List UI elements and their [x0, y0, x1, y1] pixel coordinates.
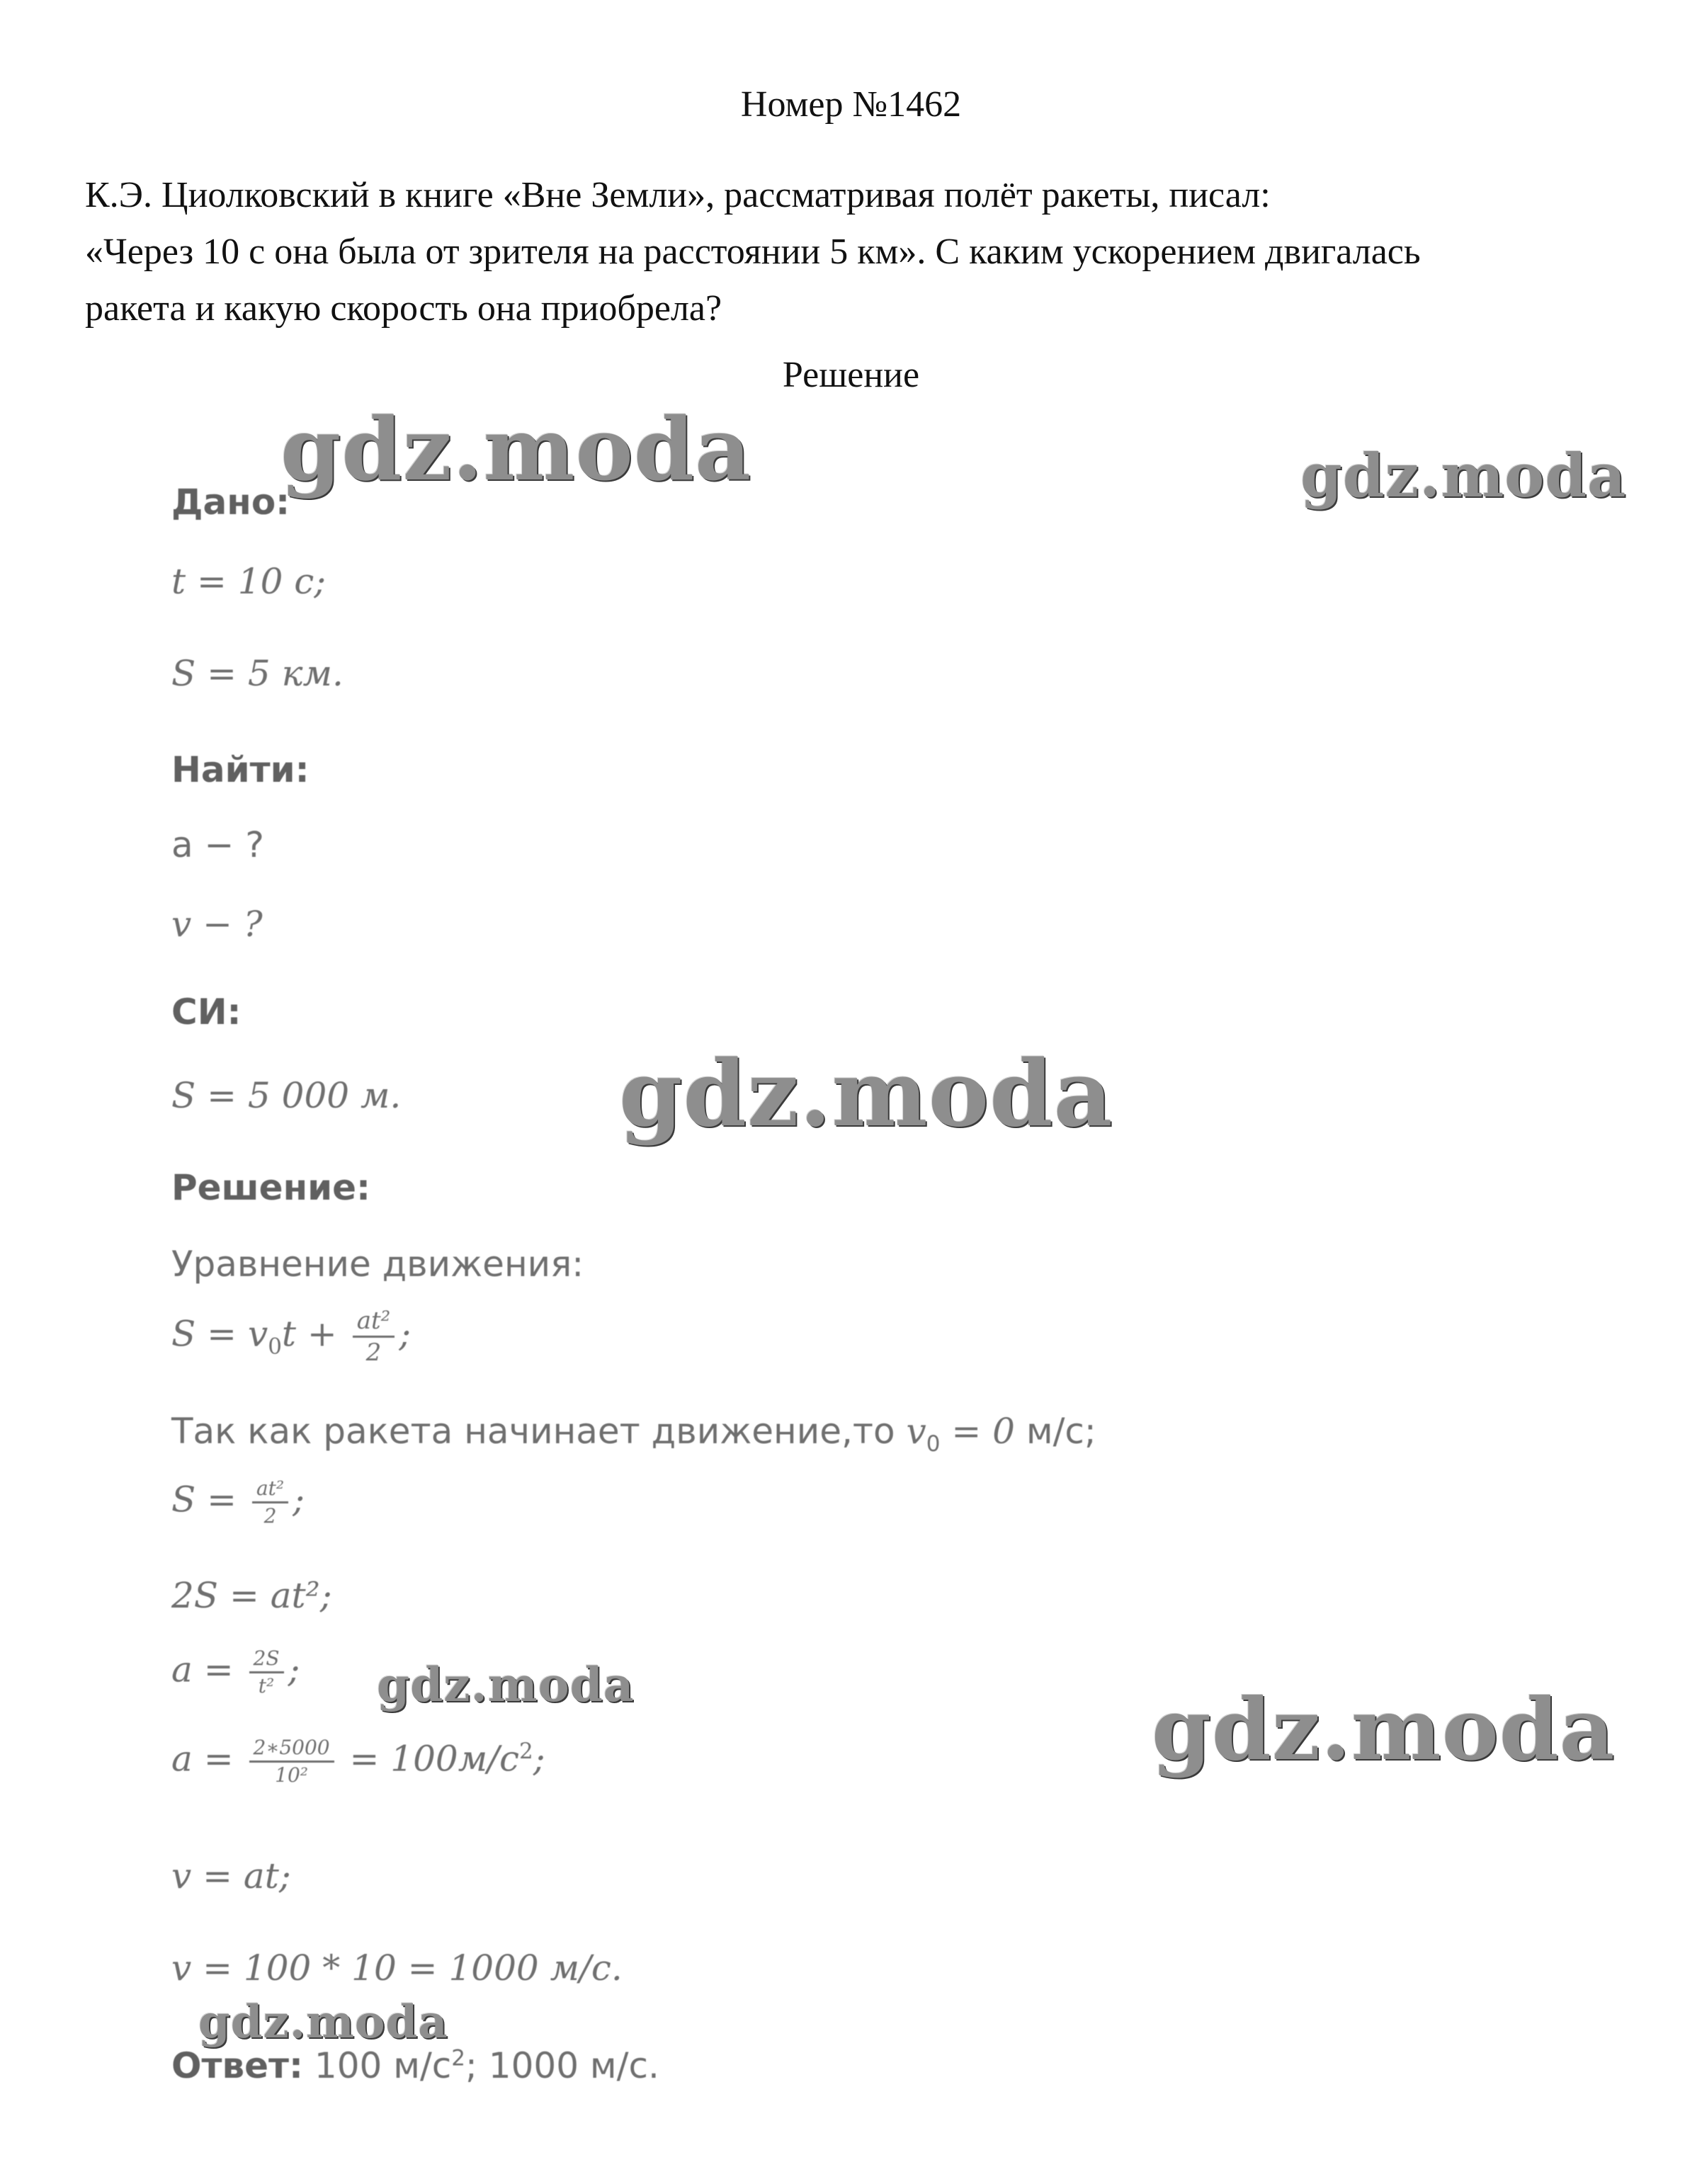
- page-title: Номер №1462: [740, 84, 962, 125]
- find-label: Найти:: [171, 749, 310, 790]
- watermark: gdz.moda: [280, 398, 752, 500]
- since-v: v: [906, 1411, 926, 1452]
- answer-label: Ответ:: [171, 2045, 304, 2086]
- equation-v-value: v = 100 * 10 = 1000 м/с.: [171, 1947, 623, 1989]
- given-distance: S = 5 км.: [171, 653, 344, 694]
- answer-sup: 2: [451, 2045, 466, 2071]
- eq5-sup: 2: [519, 1738, 533, 1764]
- problem-line: ракета и какую скорость она приобрела?: [85, 288, 722, 329]
- watermark: gdz.moda: [377, 1657, 635, 1712]
- since-text: Так как ракета начинает движение,то: [171, 1411, 907, 1452]
- answer-value: 100 м/с: [303, 2045, 452, 2086]
- answer-rest: ; 1000 м/с.: [465, 2045, 659, 2086]
- equation-of-motion-label: Уравнение движения:: [171, 1244, 584, 1285]
- since-v-sub: 0: [926, 1431, 941, 1457]
- eq5-fraction: [249, 1736, 334, 1787]
- eq1-frac-denominator: 2: [365, 1338, 382, 1367]
- eq4-end: ;: [288, 1649, 300, 1690]
- equation-of-motion: [171, 1307, 411, 1366]
- since-eq: = 0: [940, 1411, 1015, 1452]
- eq2-end: ;: [293, 1479, 305, 1520]
- watermark: gdz.moda: [619, 1041, 1113, 1147]
- watermark: gdz.moda: [1152, 1680, 1616, 1780]
- equation-v: v = at;: [171, 1855, 291, 1896]
- eq2-frac-numerator: at²: [252, 1477, 288, 1503]
- problem-line: К.Э. Циолковский в книге «Вне Земли», рассматривая полёт ракеты, писал:: [85, 175, 1271, 215]
- equation-a: [171, 1647, 300, 1697]
- answer-line: [171, 2045, 659, 2086]
- equation-a-value: [171, 1736, 545, 1787]
- eq2-frac-denominator: 2: [263, 1504, 277, 1528]
- si-label: СИ:: [171, 991, 242, 1033]
- eq4-frac-numerator: 2S: [249, 1647, 284, 1673]
- problem-statement: [85, 167, 1657, 337]
- si-distance: S = 5 000 м.: [171, 1075, 402, 1116]
- given-time: t = 10 c;: [171, 561, 327, 602]
- eq2-fraction: [252, 1477, 288, 1528]
- eq1-fraction: [353, 1307, 395, 1366]
- eq2-left: S =: [171, 1479, 248, 1520]
- eq5-right: = 100м/с: [338, 1738, 520, 1780]
- eq4-fraction: [249, 1647, 284, 1697]
- since-unit: м/с;: [1014, 1411, 1096, 1452]
- find-velocity: v − ?: [171, 904, 263, 945]
- eq5-left: a =: [171, 1738, 245, 1780]
- problem-line: «Через 10 с она была от зрителя на расстоянии 5 км». С каким ускорением двигалась: [85, 232, 1421, 272]
- find-acceleration: a − ?: [171, 824, 264, 865]
- solution-label: Решение:: [171, 1167, 371, 1208]
- watermark: gdz.moda: [1300, 440, 1627, 511]
- eq4-frac-denominator: t²: [258, 1674, 275, 1697]
- eq1-t-plus: t +: [281, 1313, 348, 1355]
- eq5-frac-denominator: 10²: [275, 1763, 308, 1787]
- eq5-frac-numerator: 2∗5000: [249, 1736, 334, 1763]
- equation-s: [171, 1477, 305, 1528]
- watermark: gdz.moda: [198, 1996, 448, 2049]
- initial-velocity-line: [171, 1411, 1096, 1457]
- eq4-left: a =: [171, 1649, 245, 1690]
- given-label: Дано:: [171, 482, 290, 523]
- equation-2s: 2S = at²;: [171, 1575, 332, 1616]
- eq5-end: ;: [533, 1738, 545, 1780]
- eq1-v0: v: [247, 1313, 268, 1355]
- eq1-left: S =: [171, 1313, 248, 1355]
- eq1-end: ;: [399, 1313, 412, 1355]
- eq1-frac-numerator: at²: [353, 1307, 395, 1338]
- solution-heading: Решение: [782, 355, 920, 395]
- eq1-v0-sub: 0: [268, 1333, 282, 1360]
